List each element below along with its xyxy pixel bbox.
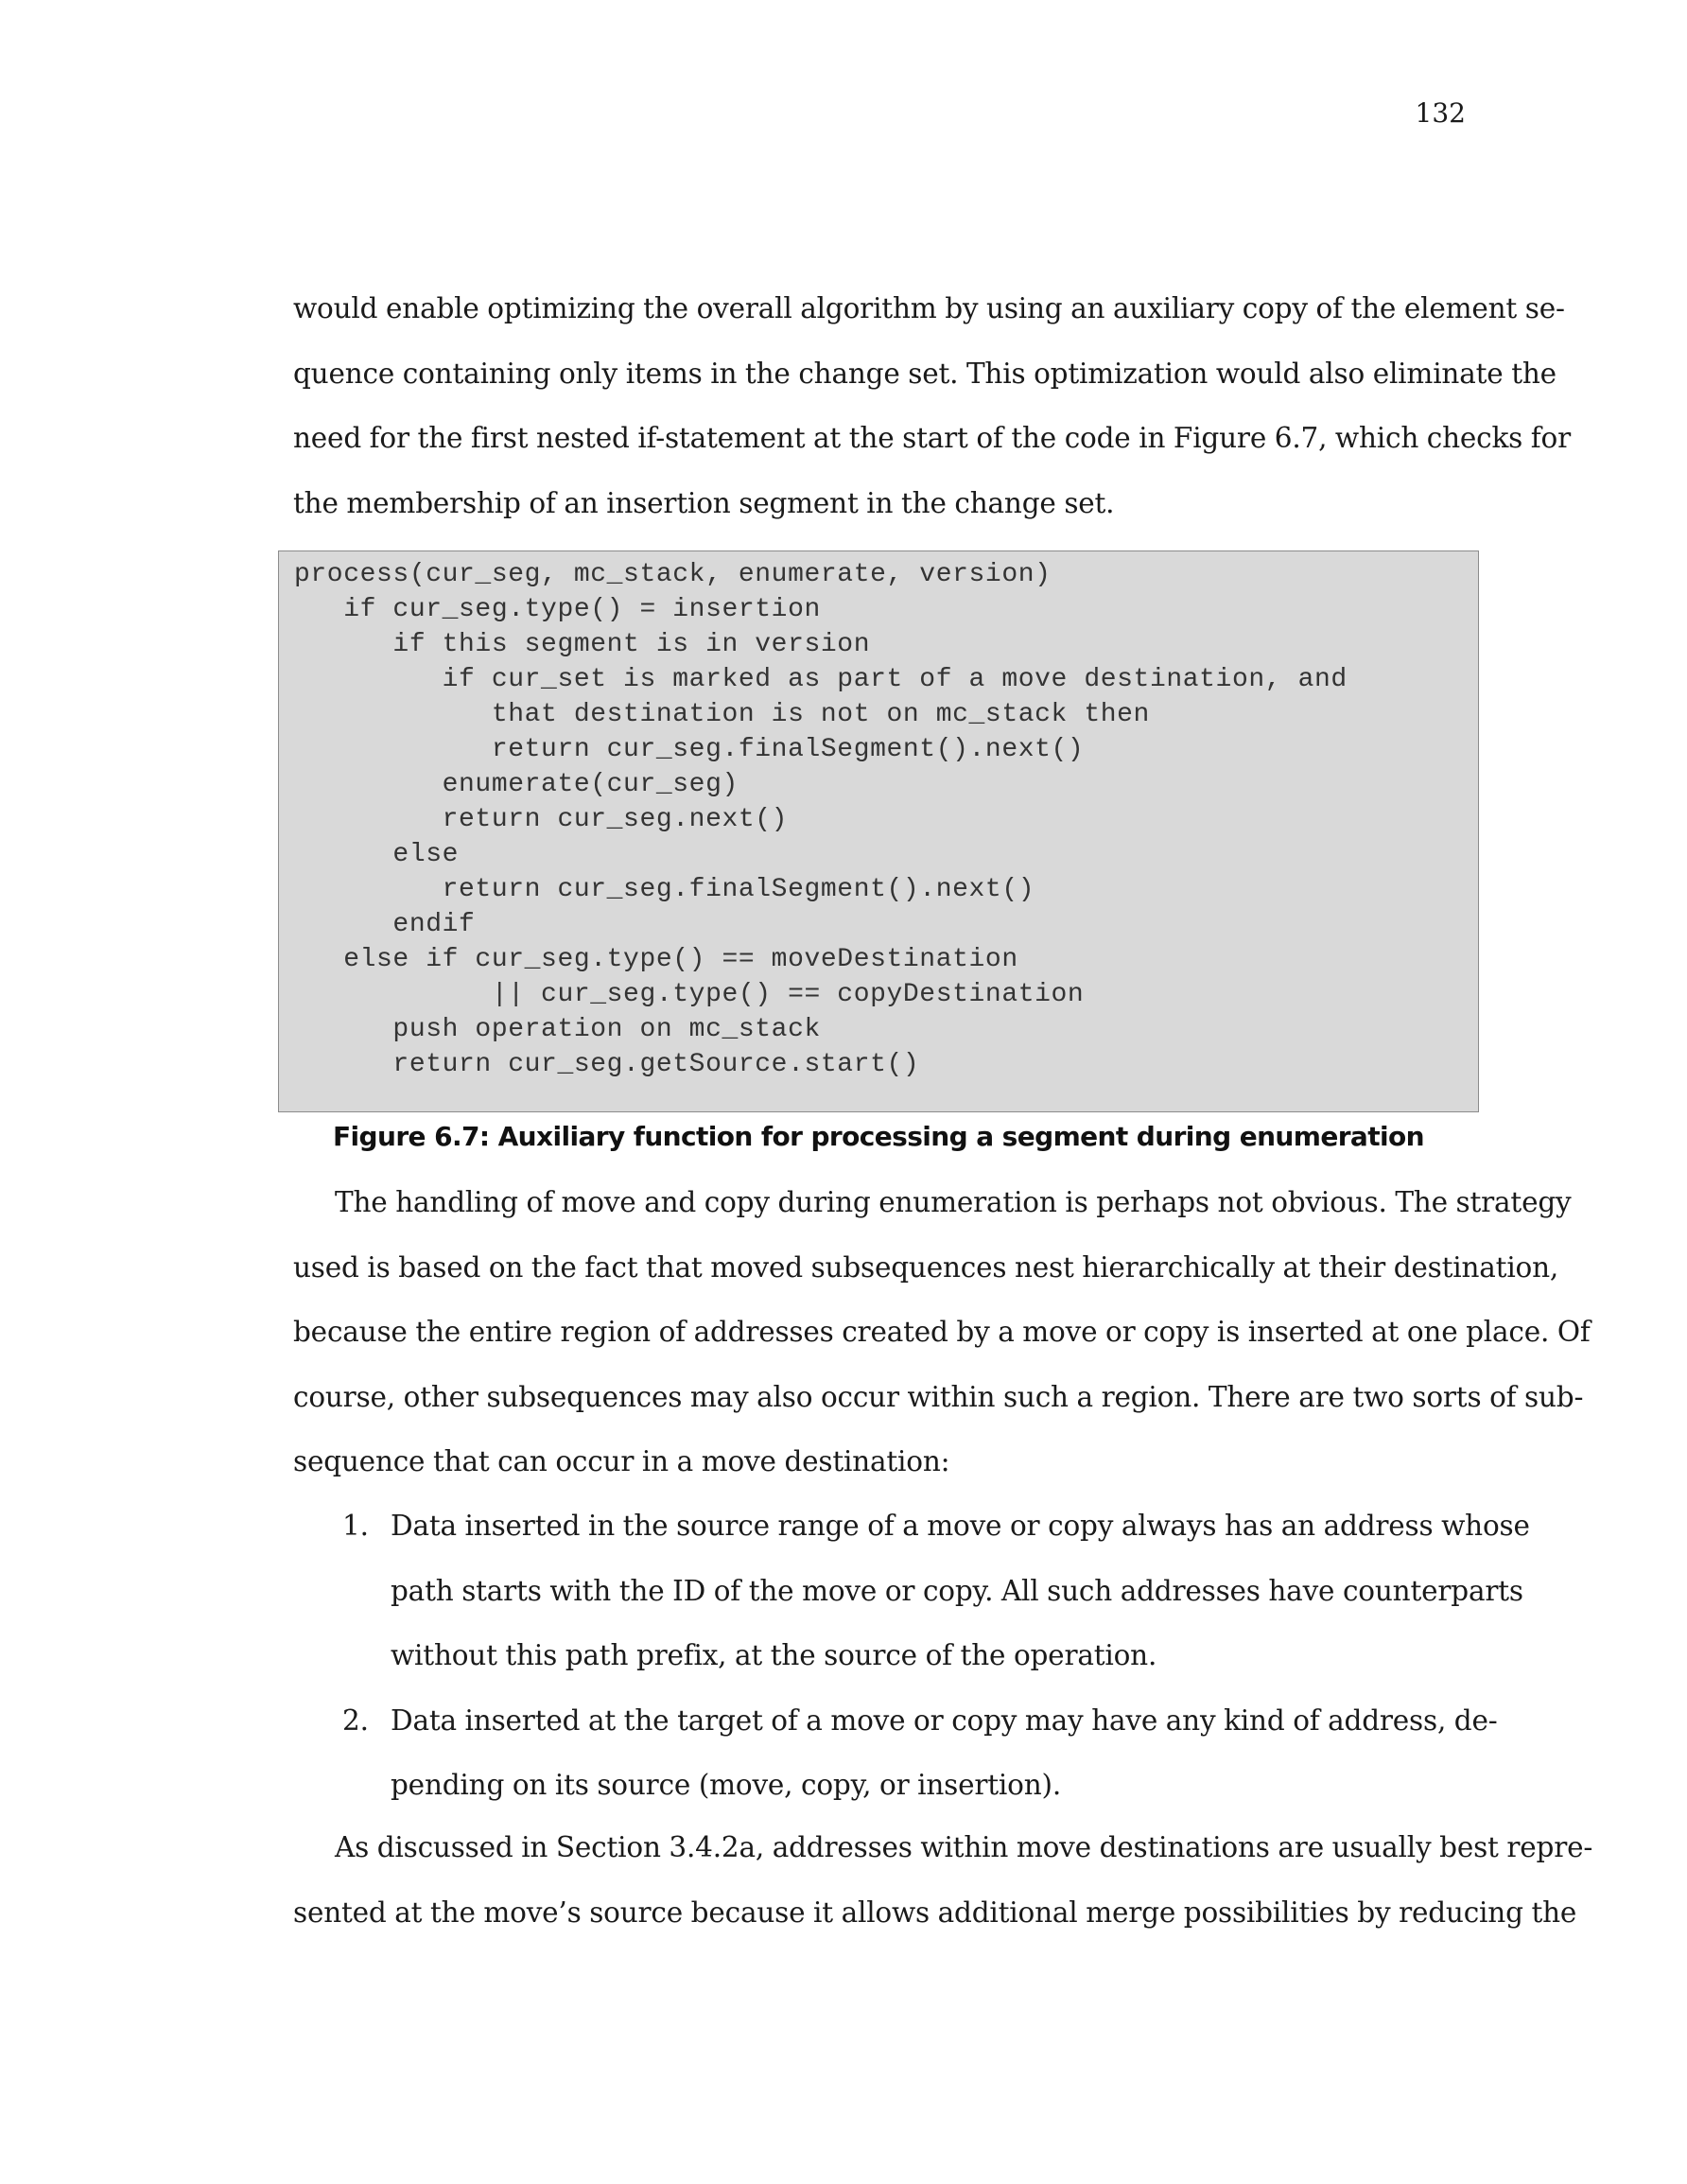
text-line: Data inserted at the target of a move or copy may have any kind of address, de- — [391, 1704, 1498, 1737]
paragraph-intro — [293, 276, 1571, 535]
list-item-number: 1. — [342, 1510, 369, 1542]
code-line: return cur_seg.next() — [294, 805, 789, 834]
text-line: Data inserted in the source range of a move or copy always has an address whose — [391, 1510, 1530, 1542]
text-line: sequence that can occur in a move destination: — [293, 1445, 950, 1478]
text-line: pending on its source (move, copy, or insertion). — [391, 1769, 1062, 1802]
text-line: path starts with the ID of the move or copy. All such addresses have counterparts — [391, 1574, 1523, 1607]
text-line: without this path prefix, at the source of the operation. — [391, 1639, 1157, 1672]
code-line: else — [294, 840, 460, 869]
code-line: else if cur_seg.type() == moveDestination — [294, 945, 1018, 974]
text-line: the membership of an insertion segment in the change set. — [293, 486, 1115, 519]
code-line: return cur_seg.finalSegment().next() — [294, 875, 1035, 904]
paragraph-discussion — [293, 1815, 1593, 1945]
paragraph-move-copy — [293, 1170, 1591, 1494]
text-line: used is based on the fact that moved subsequences nest hierarchically at their destination, — [293, 1250, 1559, 1284]
code-line: return cur_seg.getSource.start() — [294, 1050, 920, 1079]
page-number: 132 — [1415, 97, 1466, 129]
figure-caption: Figure 6.7: Auxiliary function for processing a segment during enumeration — [333, 1121, 1424, 1152]
code-line: if cur_set is marked as part of a move destination, and — [294, 665, 1348, 694]
text-line: The handling of move and copy during enumeration is perhaps not obvious. The strategy — [335, 1186, 1572, 1218]
text-line: sented at the move’s source because it allows additional merge possibilities by reducing the — [293, 1896, 1577, 1929]
code-line: process(cur_seg, mc_stack, enumerate, version) — [294, 560, 1052, 589]
text-line: because the entire region of addresses created by a move or copy is inserted at one place. Of — [293, 1316, 1591, 1349]
text-line: need for the first nested if-statement at the start of the code in Figure 6.7, which checks for — [293, 422, 1571, 455]
code-line: endif — [294, 910, 476, 939]
list-item-number: 2. — [342, 1704, 369, 1737]
code-listing — [278, 550, 1479, 1112]
code-line: that destination is not on mc_stack then — [294, 700, 1150, 729]
numbered-list — [293, 1494, 1530, 1818]
text-line: As discussed in Section 3.4.2a, addresses within move destinations are usually best repre- — [335, 1831, 1593, 1863]
text-line: course, other subsequences may also occur within such a region. There are two sorts of sub- — [293, 1380, 1584, 1413]
code-line: return cur_seg.finalSegment().next() — [294, 735, 1085, 764]
text-line: quence containing only items in the change set. This optimization would also eliminate the — [293, 357, 1557, 390]
list-item — [293, 1688, 1498, 1818]
code-line: push operation on mc_stack — [294, 1015, 821, 1044]
code-line: enumerate(cur_seg) — [294, 770, 739, 799]
code-line: if cur_seg.type() = insertion — [294, 595, 821, 624]
code-line: || cur_seg.type() == copyDestination — [294, 980, 1085, 1009]
code-line: if this segment is in version — [294, 630, 871, 659]
list-item — [293, 1494, 1530, 1688]
text-line: would enable optimizing the overall algorithm by using an auxiliary copy of the element se- — [293, 292, 1565, 324]
